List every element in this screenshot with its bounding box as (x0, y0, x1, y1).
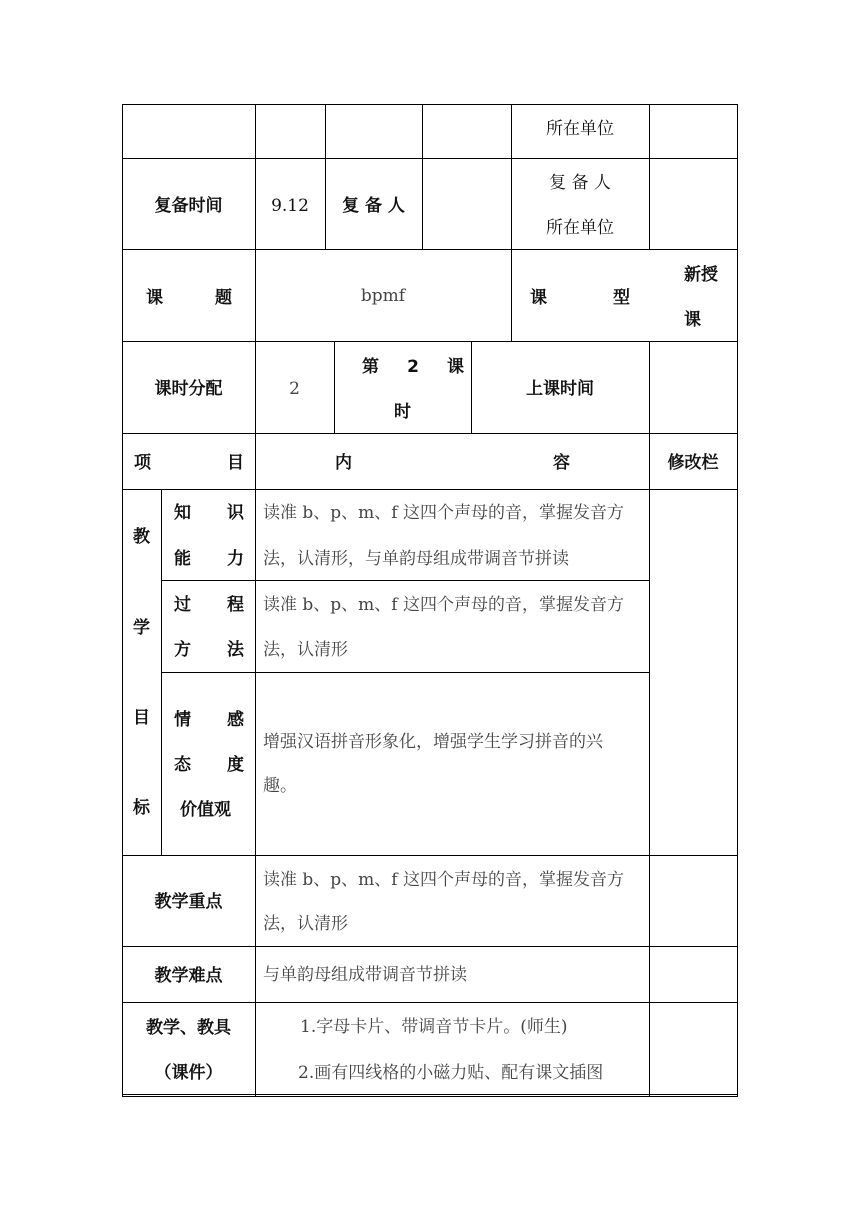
topic-label-a: 课 (146, 288, 163, 308)
item-header-a: 项 (134, 453, 151, 473)
key-point-label: 教学重点 (154, 892, 223, 912)
prep-unit-label-line2: 所在单位 (546, 218, 614, 238)
process-label-a: 过 (174, 595, 191, 615)
prep-person-label: 复 备 人 (342, 196, 405, 216)
knowledge-label-c: 能 (174, 549, 191, 569)
table-line (122, 249, 738, 250)
process-text-line2: 法，认清形 (263, 640, 348, 660)
table-line (122, 946, 738, 947)
table-line (122, 433, 738, 434)
tools-label-line2: （课件） (154, 1063, 223, 1083)
goals-side-char-4: 标 (133, 798, 150, 818)
revise-header: 修改栏 (667, 453, 719, 473)
goals-side-char-2: 学 (133, 618, 150, 638)
table-line (161, 580, 649, 581)
table-line (737, 104, 738, 1096)
difficulty-value: 与单韵母组成带调音节拼读 (263, 965, 467, 985)
emotion-label-row1 (174, 709, 244, 731)
process-label-row2 (174, 639, 244, 661)
content-header-b: 容 (553, 453, 570, 473)
table-line (122, 104, 123, 1096)
table-line (161, 489, 162, 855)
knowledge-label-d: 力 (227, 549, 244, 569)
goals-side-char-3: 目 (133, 708, 150, 728)
process-label-d: 法 (227, 640, 244, 660)
class-time-label: 上课时间 (526, 379, 594, 399)
table-line (122, 1094, 738, 1095)
table-line (325, 104, 326, 249)
emotion-label-c: 态 (174, 755, 191, 775)
type-label (530, 287, 630, 309)
table-line (161, 672, 649, 673)
tools-label-line1: 教学、教具 (146, 1018, 231, 1038)
process-label-row1 (174, 594, 244, 616)
knowledge-text-line1: 读准 b、p、m、f 这四个声母的音，掌握发音方 (263, 503, 624, 523)
emotion-label-d: 度 (227, 755, 244, 775)
tools-line2: 2.画有四线格的小磁力贴、配有课文插图 (298, 1063, 604, 1083)
period-allocation-label: 课时分配 (154, 379, 223, 399)
key-point-line1: 读准 b、p、m、f 这四个声母的音，掌握发音方 (263, 870, 624, 890)
table-line (122, 1096, 738, 1097)
content-header-a: 内 (335, 453, 352, 473)
prep-time-value: 9.12 (271, 196, 309, 216)
emotion-label-e: 价值观 (180, 800, 231, 820)
prep-unit-label-line1: 复 备 人 (549, 173, 611, 193)
type-value-line1: 新授 (684, 265, 718, 285)
topic-label (146, 287, 232, 309)
table-line (122, 1002, 738, 1003)
process-label-c: 方 (174, 640, 191, 660)
tools-line1: 1.字母卡片、带调音节卡片。(师生) (300, 1017, 568, 1037)
difficulty-label: 教学难点 (154, 966, 223, 986)
knowledge-label-b: 识 (227, 503, 244, 523)
period-a: 第 (362, 357, 379, 377)
knowledge-label-a: 知 (174, 503, 191, 523)
item-header (134, 452, 244, 474)
table-line (334, 341, 335, 433)
period-d: 时 (394, 402, 411, 422)
table-line (255, 433, 256, 489)
knowledge-label-row1 (174, 502, 244, 524)
content-header (335, 452, 570, 474)
process-text-line1: 读准 b、p、m、f 这四个声母的音，掌握发音方 (263, 595, 624, 615)
prep-time-label: 复备时间 (154, 196, 223, 216)
period-allocation-value: 2 (289, 379, 300, 399)
topic-value: bpmf (360, 286, 406, 306)
period-b: 2 (407, 357, 419, 377)
key-point-line2: 法，认清形 (263, 914, 348, 934)
knowledge-label-row2 (174, 548, 244, 570)
table-line (649, 104, 650, 249)
process-label-b: 程 (227, 595, 244, 615)
period-c: 课 (447, 357, 464, 377)
table-line (122, 855, 738, 856)
emotion-text-line1: 增强汉语拼音形象化，增强学生学习拼音的兴 (263, 732, 603, 752)
table-line (255, 489, 256, 1096)
table-line (122, 341, 738, 342)
type-label-b: 型 (613, 288, 630, 308)
table-line (122, 104, 738, 105)
type-value-line2: 课 (684, 310, 701, 330)
goals-side-char-1: 教 (133, 527, 150, 547)
item-header-b: 目 (227, 453, 244, 473)
type-label-a: 课 (530, 288, 547, 308)
table-line (122, 489, 738, 490)
unit-label: 所在单位 (546, 119, 614, 139)
emotion-label-row2 (174, 754, 244, 776)
emotion-label-b: 感 (227, 710, 244, 730)
table-line (122, 158, 738, 159)
period-number (362, 356, 464, 378)
knowledge-text-line2: 法，认清形，与单韵母组成带调音节拼读 (263, 549, 569, 569)
emotion-label-a: 情 (174, 710, 191, 730)
emotion-text-line2: 趣。 (263, 776, 297, 796)
table-line (422, 104, 423, 249)
topic-label-b: 题 (215, 288, 232, 308)
